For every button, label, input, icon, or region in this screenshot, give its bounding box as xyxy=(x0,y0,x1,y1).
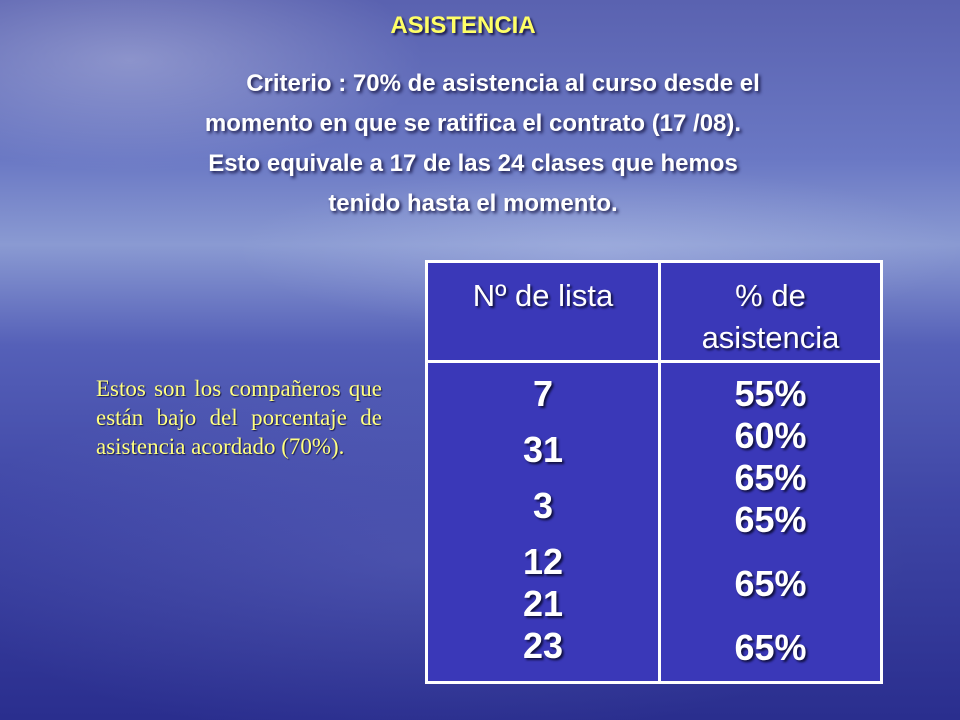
attendance-percent: 55% xyxy=(734,373,807,414)
header-attendance-percent: % de asistencia xyxy=(660,262,882,362)
header-list-number: Nº de lista xyxy=(427,262,660,362)
criterio-line-3: Esto equivale a 17 de las 24 clases que hemos xyxy=(208,150,738,177)
below-threshold-note: Estos son los compañeros que están bajo del porcentaje de asistencia acordado (70%). xyxy=(96,376,382,459)
attendance-percent: 65% xyxy=(734,627,807,668)
slide-title: ASISTENCIA xyxy=(390,12,536,39)
list-number: 21 xyxy=(522,583,564,624)
criterio-line-1: Criterio : 70% de asistencia al curso desde el xyxy=(246,70,760,97)
criterio-paragraph xyxy=(60,64,886,224)
attendance-percent: 65% xyxy=(734,563,807,604)
list-number: 3 xyxy=(532,485,554,526)
table-header-row xyxy=(427,262,882,362)
criterio-line-2: momento en que se ratifica el contrato (17 /08). xyxy=(204,110,742,137)
list-number-cell xyxy=(427,362,660,683)
list-number: 23 xyxy=(522,625,564,666)
attendance-percent: 65% xyxy=(734,499,807,540)
list-number: 7 xyxy=(532,373,554,414)
attendance-table xyxy=(425,260,883,684)
list-number: 31 xyxy=(522,429,564,470)
attendance-percent: 60% xyxy=(734,415,807,456)
list-number: 12 xyxy=(522,541,564,582)
attendance-percent: 65% xyxy=(734,457,807,498)
attendance-percent-cell xyxy=(660,362,882,683)
table-row xyxy=(427,362,882,683)
criterio-line-4: tenido hasta el momento. xyxy=(328,190,618,217)
